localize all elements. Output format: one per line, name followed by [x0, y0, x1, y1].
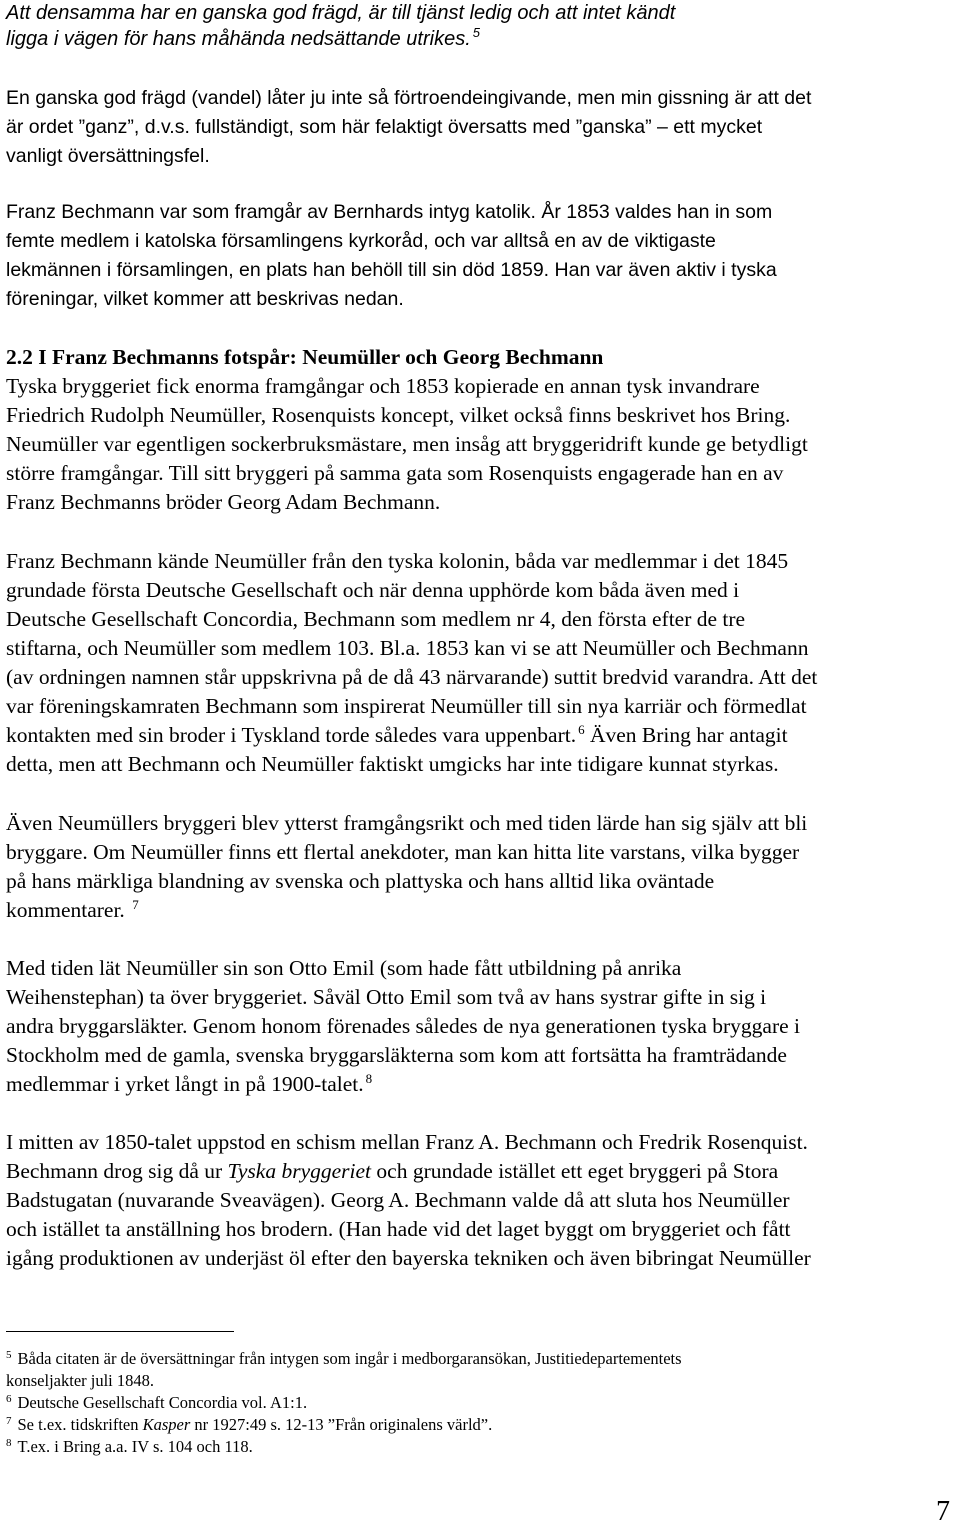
paragraph-line: är ordet ”ganz”, d.v.s. fullständigt, som här felaktigt översatts med ”ganska” – ett mycket	[6, 116, 763, 138]
footnote-separator	[6, 1331, 234, 1332]
footnotes	[6, 1348, 951, 1458]
footnote-ref[interactable]: 5	[472, 25, 480, 41]
paragraph-line: kontakten med sin broder i Tyskland torde således vara uppenbart. $^6$ Även Bring har antagit	[6, 721, 788, 747]
footnote-6: $^6$ Deutsche Gesellschaft Concordia vol. A1:1.	[6, 1392, 308, 1412]
footnote-7: $^7$ Se t.ex. tidskriften Kasper nr 1927:49 s. 12-13 ”Från originalens värld”.	[6, 1414, 493, 1434]
paragraph-line: medlemmar i yrket långt in på 1900-talet. $^8$	[6, 1070, 373, 1096]
paragraph-line: Neumüller var egentligen sockerbruksmästare, men insåg att bryggeridrift kunde ge betydligt	[6, 432, 808, 456]
paragraph-schism	[6, 1128, 951, 1273]
footnote-ref[interactable]: 6	[578, 721, 585, 737]
paragraph-line: En ganska god frägd (vandel) låter ju inte så förtroendeingivande, men min gissning är att det	[6, 87, 812, 109]
footnote-5: $^5$ Båda citaten är de översättningar från intygen som ingår i medborgaransökan, Justitiedepartementets	[6, 1348, 682, 1368]
section-heading: 2.2 I Franz Bechmanns fotspår: Neumüller och Georg Bechmann	[6, 345, 604, 369]
paragraph-line: Tyska bryggeriet fick enorma framgångar och 1853 kopierade en annan tysk invandrare	[6, 374, 760, 398]
paragraph-line: större framgångar. Till sitt bryggeri på samma gata som Rosenquists engagerade han en av	[6, 461, 784, 485]
paragraph-line: var föreningskamraten Bechmann som inspirerat Neumüller till sin nya karriär och förmedlat	[6, 694, 807, 718]
paragraph-line: bryggare. Om Neumüller finns ett flertal anekdoter, man kan hitta lite varstans, vilka bygger	[6, 840, 800, 864]
paragraph-line: Weihenstephan) ta över bryggeriet. Såväl Otto Emil som två av hans systrar gifte in sig i	[6, 985, 767, 1009]
paragraph-line: igång produktionen av underjäst öl efter den bayerska tekniken och även bibringat Neumüller	[6, 1246, 811, 1270]
paragraph-kolonin	[6, 547, 951, 779]
paragraph-line: Franz Bechmann var som framgår av Bernhards intyg katolik. År 1853 valdes han in som	[6, 201, 773, 223]
paragraph-line: I mitten av 1850-talet uppstod en schism mellan Franz A. Bechmann och Fredrik Rosenquist.	[6, 1130, 808, 1154]
paragraph-line: Franz Bechmann kände Neumüller från den tyska kolonin, båda var medlemmar i det 1845	[6, 549, 789, 573]
paragraph-line: Även Neumüllers bryggeri blev ytterst framgångsrikt och med tiden lärde han sig själv att bli	[6, 811, 808, 835]
paragraph-line: Deutsche Gesellschaft Concordia, Bechmann som medlem nr 4, den första efter de tre	[6, 607, 746, 631]
footnote-8: $^8$ T.ex. i Bring a.a. IV s. 104 och 118.	[6, 1436, 253, 1456]
footnote-ref[interactable]: 7	[132, 896, 139, 912]
paragraph-line: andra bryggarsläkter. Genom honom förenades således de nya generationen tyska bryggare i	[6, 1014, 801, 1038]
paragraph-otto	[6, 954, 951, 1099]
paragraph-line: Badstugatan (nuvarande Sveavägen). Georg A. Bechmann valde då att sluta hos Neumüller	[6, 1188, 790, 1212]
paragraph-line: kommentarer. $^7$	[6, 896, 139, 922]
paragraph-line: vanligt översättningsfel.	[6, 145, 210, 167]
paragraph-line: stiftarna, och Neumüller som medlem 103. Bl.a. 1853 kan vi se att Neumüller och Bechmann	[6, 636, 809, 660]
quote-block	[6, 0, 951, 52]
page-number: 7	[936, 1496, 950, 1527]
footnote-ref[interactable]: 8	[365, 1070, 373, 1086]
footnote-5-cont: konseljakter juli 1848.	[6, 1371, 155, 1390]
paragraph-line: (av ordningen namnen står uppskrivna på de då 43 närvarande) suttit bredvid varandra. Att det	[6, 665, 818, 689]
quote-line: Att densamma har en ganska god frägd, är till tjänst ledig och att intet kändt	[6, 2, 676, 24]
paragraph-line: på hans märkliga blandning av svenska och plattyska och hans alltid lika oväntade	[6, 869, 715, 893]
paragraph-bernhard	[6, 198, 951, 314]
paragraph-line: femte medlem i katolska församlingens kyrkoråd, och var alltså en av de viktigaste	[6, 230, 716, 252]
paragraph-line: och istället ta anställning hos brodern. (Han hade vid det laget byggt om bryggeriet och fått	[6, 1217, 791, 1241]
paragraph-line: Friedrich Rudolph Neumüller, Rosenquists koncept, vilket också finns beskrivet hos Bring.	[6, 403, 791, 427]
paragraph-line: Stockholm med de gamla, svenska bryggarsläkterna som kom att fortsätta ha framträdande	[6, 1043, 787, 1067]
quote-line: ligga i vägen för hans måhända nedsättande utrikes. $^5$	[6, 25, 480, 50]
paragraph-line: grundade första Deutsche Gesellschaft och när denna upphörde kom båda även med i	[6, 578, 740, 602]
paragraph-line: Med tiden lät Neumüller sin son Otto Emil (som hade fått utbildning på anrika	[6, 956, 682, 980]
section-2-2	[6, 343, 951, 517]
paragraph-line: lekmännen i församlingen, en plats han behöll till sin död 1859. Han var även aktiv i tyska	[6, 259, 777, 281]
paragraph-line: föreningar, vilket kommer att beskrivas nedan.	[6, 288, 404, 310]
paragraph-ganska	[6, 84, 951, 171]
paragraph-line: detta, men att Bechmann och Neumüller faktiskt umgicks har inte tidigare kunnat styrkas.	[6, 752, 779, 776]
paragraph-line: Bechmann drog sig då ur Tyska bryggeriet och grundade istället ett eget bryggeri på Stora	[6, 1159, 779, 1183]
paragraph-line: Franz Bechmanns bröder Georg Adam Bechmann.	[6, 490, 441, 514]
paragraph-anekdoter	[6, 809, 951, 925]
